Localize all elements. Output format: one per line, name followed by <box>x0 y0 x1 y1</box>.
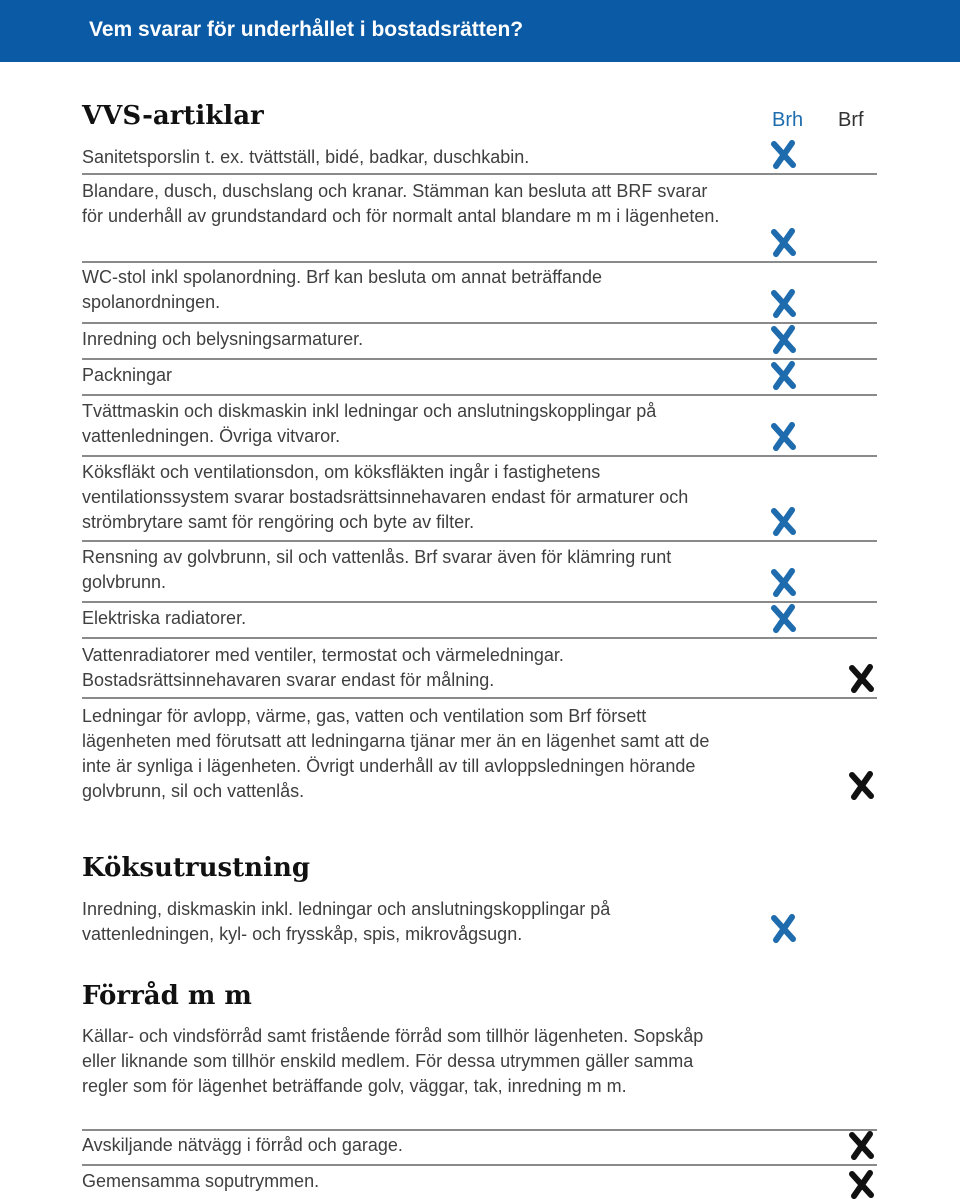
list-item <box>82 897 877 947</box>
item-text: Rensning av golvbrunn, sil och vattenlås. Brf svarar även för klämring runt golvbrunn. <box>82 547 672 592</box>
section-title-vvs: VVS-artiklar <box>82 101 264 131</box>
cross-check-icon <box>770 288 798 318</box>
list-item <box>82 1133 877 1166</box>
section-title-koksutrustning: Köksutrustning <box>82 853 311 883</box>
column-header-brf: Brf <box>838 109 864 131</box>
cross-check-icon <box>770 567 798 597</box>
item-text: Blandare, dusch, duschslang och kranar. Stämman kan besluta att BRF svarar för underhåll av grundstandard och för normalt antal blandare m m i lägenheten. <box>82 181 720 226</box>
cross-check-icon <box>848 663 876 693</box>
cross-check-icon <box>770 603 798 633</box>
list-item <box>82 363 877 396</box>
page-title: Vem svarar för underhållet i bostadsrätten? <box>89 18 524 41</box>
item-text: Inredning, diskmaskin inkl. ledningar och anslutningskopplingar på vattenledningen, kyl- och frysskåp, spis, mikrovågsugn. <box>82 899 611 944</box>
cross-check-icon <box>770 506 798 536</box>
cross-check-icon <box>770 139 798 169</box>
item-text: Källar- och vindsförråd samt fristående förråd som tillhör lägenheten. Sopskåp eller liknande som tillhör enskild medlem. För dessa utrymmen gäller samma regler som för lägenhet beträffande golv, väggar, tak, inredning m m. <box>82 1026 704 1096</box>
header-banner <box>0 0 960 62</box>
section-title-forrad: Förråd m m <box>82 981 252 1011</box>
list-item <box>82 145 877 175</box>
column-header-brh: Brh <box>772 109 804 131</box>
cross-check-icon <box>770 913 798 943</box>
item-text: WC-stol inkl spolanordning. Brf kan besluta om annat beträffande spolanordningen. <box>82 267 602 312</box>
item-text: Köksfläkt och ventilationsdon, om köksfläkten ingår i fastighetens ventilationssystem svarar bostadsrättsinnehavaren endast för armaturer och strömbrytare samt för rengöring och byte av filter. <box>82 462 689 532</box>
cross-check-icon <box>770 324 798 354</box>
list-item <box>82 179 877 263</box>
list-item <box>82 265 877 324</box>
cross-check-icon <box>848 770 876 800</box>
cross-check-icon <box>770 227 798 257</box>
cross-check-icon <box>770 421 798 451</box>
list-item <box>82 545 877 603</box>
cross-check-icon <box>848 1169 876 1199</box>
item-text: Tvättmaskin och diskmaskin inkl ledningar och anslutningskopplingar på vattenledningen. Övriga vitvaror. <box>82 401 657 446</box>
list-item <box>82 1169 877 1199</box>
item-text: Vattenradiatorer med ventiler, termostat och värmeledningar. Bostadsrättsinnehavaren svarar endast för målning. <box>82 645 564 690</box>
item-text: Avskiljande nätvägg i förråd och garage. <box>82 1135 403 1155</box>
item-text: Packningar <box>82 365 173 385</box>
item-text: Ledningar för avlopp, värme, gas, vatten och ventilation som Brf försett lägenheten med förutsatt att ledningarna tjänar mer än en lägenhet samt att de inte är synliga i lägenheten. Övrigt underhåll av till avloppsledningen hörande golvbrunn, sil och vattenlås. <box>82 706 710 801</box>
list-item <box>82 399 877 457</box>
item-text: Inredning och belysningsarmaturer. <box>82 329 364 349</box>
item-text: Elektriska radiatorer. <box>82 608 247 628</box>
list-item <box>82 327 877 360</box>
list-item <box>82 1024 877 1131</box>
list-item <box>82 460 877 542</box>
cross-check-icon <box>770 360 798 390</box>
cross-check-icon <box>848 1130 876 1160</box>
list-item <box>82 704 877 804</box>
item-text: Gemensamma soputrymmen. <box>82 1171 320 1191</box>
list-item <box>82 606 877 639</box>
item-text: Sanitetsporslin t. ex. tvättställ, bidé, badkar, duschkabin. <box>82 147 530 167</box>
list-item <box>82 643 877 699</box>
